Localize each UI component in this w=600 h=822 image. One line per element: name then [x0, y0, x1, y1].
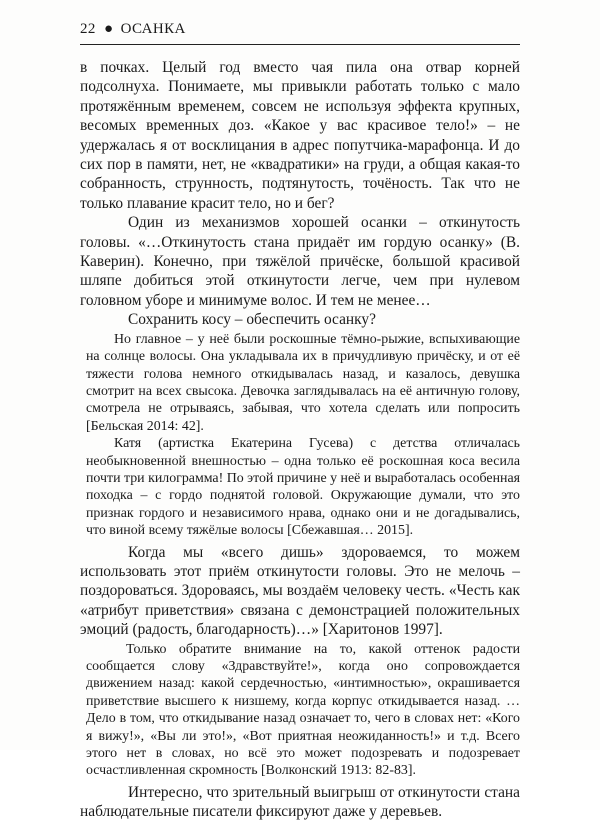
- paragraph-trees: Интересно, что зрительный выигрыш от откинутости стана наблюдательные писатели фиксируют даже у деревьев.: [80, 783, 520, 821]
- paragraph-braid-question: Сохранить косу – обеспечить осанку?: [128, 311, 376, 329]
- header-bullet: ●: [103, 21, 114, 37]
- paragraph-continuation: в почках. Целый год вместо чая пила она отвар корней подсолнуха. Понимаете, мы привыкли работать только с мало протяжённым временем, совсем не используя эффекта крупных, весомых временных доз. «Какое у вас красивое тело!» – не удержалась я от восклицания в адрес попутчика-марафонца. И до сих пор в памяти, нет, не «квадратики» на груди, а общая какая-то собранность, струнность, подтянутость, точёность. Так что не только плавание красит тело, но и бег?: [80, 59, 520, 212]
- page-body: [80, 58, 520, 822]
- paragraph-head-tilt: Один из механизмов хорошей осанки – откинутость головы. «…Откинутость стана придаёт им гордую осанку» (В. Каверин). Конечно, при тяжёлой причёске, большой красивой шляпе добиться этой откинутости легче, чем при нулевом головном уборе и минимуме волос. И тем не менее…: [80, 214, 520, 309]
- quote-belskaya: Но главное – у неё были роскошные тёмно-рыжие, вспыхивающие на солнце волосы. Она укладывала их в причудливую причёску, и от её тяжести голова немного откидывалась назад, и казалось, девушка смотрит на всех свысока. Девочка заглядывалась на её античную голову, смотрела не отрываясь, забывая, что хотела сделать или попросить [Бельская 2014: 42].: [86, 331, 520, 434]
- page-number: 22: [80, 21, 96, 37]
- quote-gusseva: Катя (артистка Екатерина Гусева) с детства отличалась необыкновенной внешностью – одна только её роскошная коса весила почти три килограмма! По этой причине у неё и выработалась особенная походка – с гордо поднятой головой. Окружающие думали, что это признак гордого и независимого нрава, однако они и не догадывались, что виной всему тяжёлые волосы [Сбежавшая… 2015].: [86, 436, 521, 539]
- section-title: ОСАНКА: [120, 21, 186, 37]
- quote-volkonsky: Только обратите внимание на то, какой оттенок радости сообщается слову «Здравствуйте!», когда оно сопровождается движением назад: какой сердечностью, «интимностью», окрашивается приветствие высшего к низшему, когда корпус откидывается назад. … Дело в том, что откидывание назад означает то, чего в словах нет: «Кого я вижу!», «Вы ли это!», «Вот приятная неожиданность!» и т.д. Всего этого нет в словах, но всё это может подозревать и подозревает осчастливленная скромность [Волконский 1913: 82-83].: [86, 641, 520, 779]
- paragraph-greeting: Когда мы «всего дишь» здороваемся, то можем использовать этот приём откинутости головы. Это не мелочь – поздороваться. Здороваясь, мы воздаём человеку честь. «Честь как «атрибут приветствия» связана с демонстрацией положительных эмоций (радость, благодарность)…» [Харитонов 1997].: [80, 543, 520, 639]
- running-header: [80, 18, 520, 45]
